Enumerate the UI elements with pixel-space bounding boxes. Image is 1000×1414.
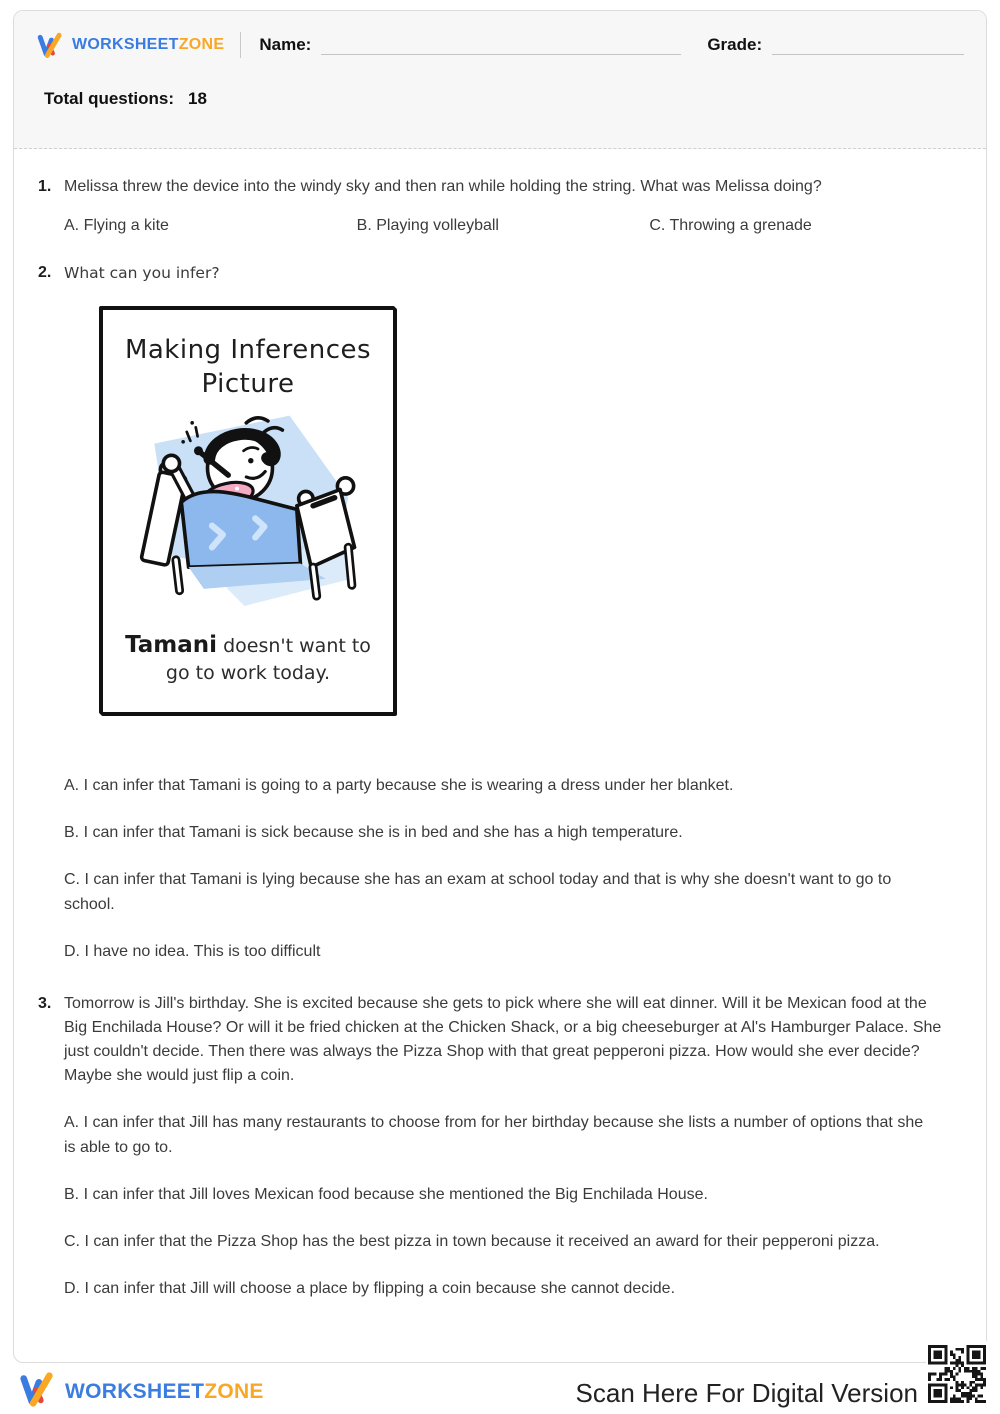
question-3 <box>38 992 942 1088</box>
question-3-choice-b: B. I can infer that Jill loves Mexican food because she mentioned the Big Enchilada House. <box>64 1186 708 1204</box>
worksheet-sheet <box>13 10 987 1363</box>
questions-area <box>14 149 986 1301</box>
scan-here-text: Scan Here For Digital Version <box>575 1378 918 1408</box>
grade-field[interactable] <box>772 35 964 55</box>
question-2-choice-b: B. I can infer that Tamani is sick because she is in bed and she has a high temperature. <box>64 824 683 842</box>
question-3-choice-a: A. I can infer that Jill has many restaurants to choose from for her birthday because she lists a number of options that she is able to go to. <box>64 1114 924 1157</box>
total-questions-value: 18 <box>188 89 207 108</box>
question-2-choice-d: D. I have no idea. This is too difficult <box>64 943 321 961</box>
question-2 <box>38 261 942 751</box>
question-3-choice-c: C. I can infer that the Pizza Shop has the best pizza in town because it received an award for their pepperoni pizza. <box>64 1233 880 1251</box>
header <box>14 11 986 149</box>
grade-label: Grade: <box>707 35 763 54</box>
total-questions <box>36 89 964 109</box>
total-questions-label: Total questions: <box>44 89 175 108</box>
picture-title: Making Inferences Picture <box>124 335 372 399</box>
header-brand <box>36 31 224 59</box>
footer-brand <box>18 1370 264 1413</box>
question-2-choice-a: A. I can infer that Tamani is going to a party because she is wearing a dress under her blanket. <box>64 777 734 795</box>
inference-picture-card <box>100 307 396 715</box>
question-1-choice-a: A. Flying a kite <box>64 217 169 234</box>
question-1-number: 1. <box>38 178 52 195</box>
worksheetzone-logo-icon <box>36 31 64 59</box>
brand-wordmark: WORKSHEETZONE <box>65 1379 264 1403</box>
question-2-text: What can you infer? <box>64 264 220 282</box>
brand-wordmark: WORKSHEETZONE <box>72 36 225 53</box>
header-divider <box>240 32 241 58</box>
worksheetzone-logo-icon <box>18 1370 56 1413</box>
question-1-text: Melissa threw the device into the windy sky and then ran while holding the string. What was Melissa doing? <box>64 178 822 195</box>
name-field[interactable] <box>321 35 681 55</box>
question-1 <box>38 175 942 199</box>
name-label: Name: <box>259 35 312 54</box>
picture-caption: Tamani doesn't want to go to work today. <box>125 631 371 684</box>
question-1-choice-b: B. Playing volleyball <box>356 217 499 234</box>
question-1-choices <box>64 217 942 235</box>
question-3-number: 3. <box>38 995 52 1013</box>
qr-code <box>926 1341 988 1407</box>
question-2-number: 2. <box>38 264 52 281</box>
question-2-choice-c: C. I can infer that Tamani is lying because she has an exam at school today and that is why she doesn't want to go to school. <box>64 871 892 914</box>
question-3-choice-d: D. I can infer that Jill will choose a place by flipping a coin because she cannot decide. <box>64 1280 676 1298</box>
question-3-text: Tomorrow is Jill's birthday. She is excited because she gets to pick where she will eat dinner. Will it be Mexican food at the Big Enchilada House? Or will it be fried chicken at the Chicken Shack, or a big cheeseburger at Al's Hamburger Palace. She just couldn't decide. Then there was always the Pizza Shop with that great pepperoni pizza. How would she ever decide? Maybe she would just flip a coin. <box>64 995 942 1085</box>
question-1-choice-c: C. Throwing a grenade <box>649 217 812 234</box>
sick-person-in-bed-illustration <box>113 412 385 624</box>
